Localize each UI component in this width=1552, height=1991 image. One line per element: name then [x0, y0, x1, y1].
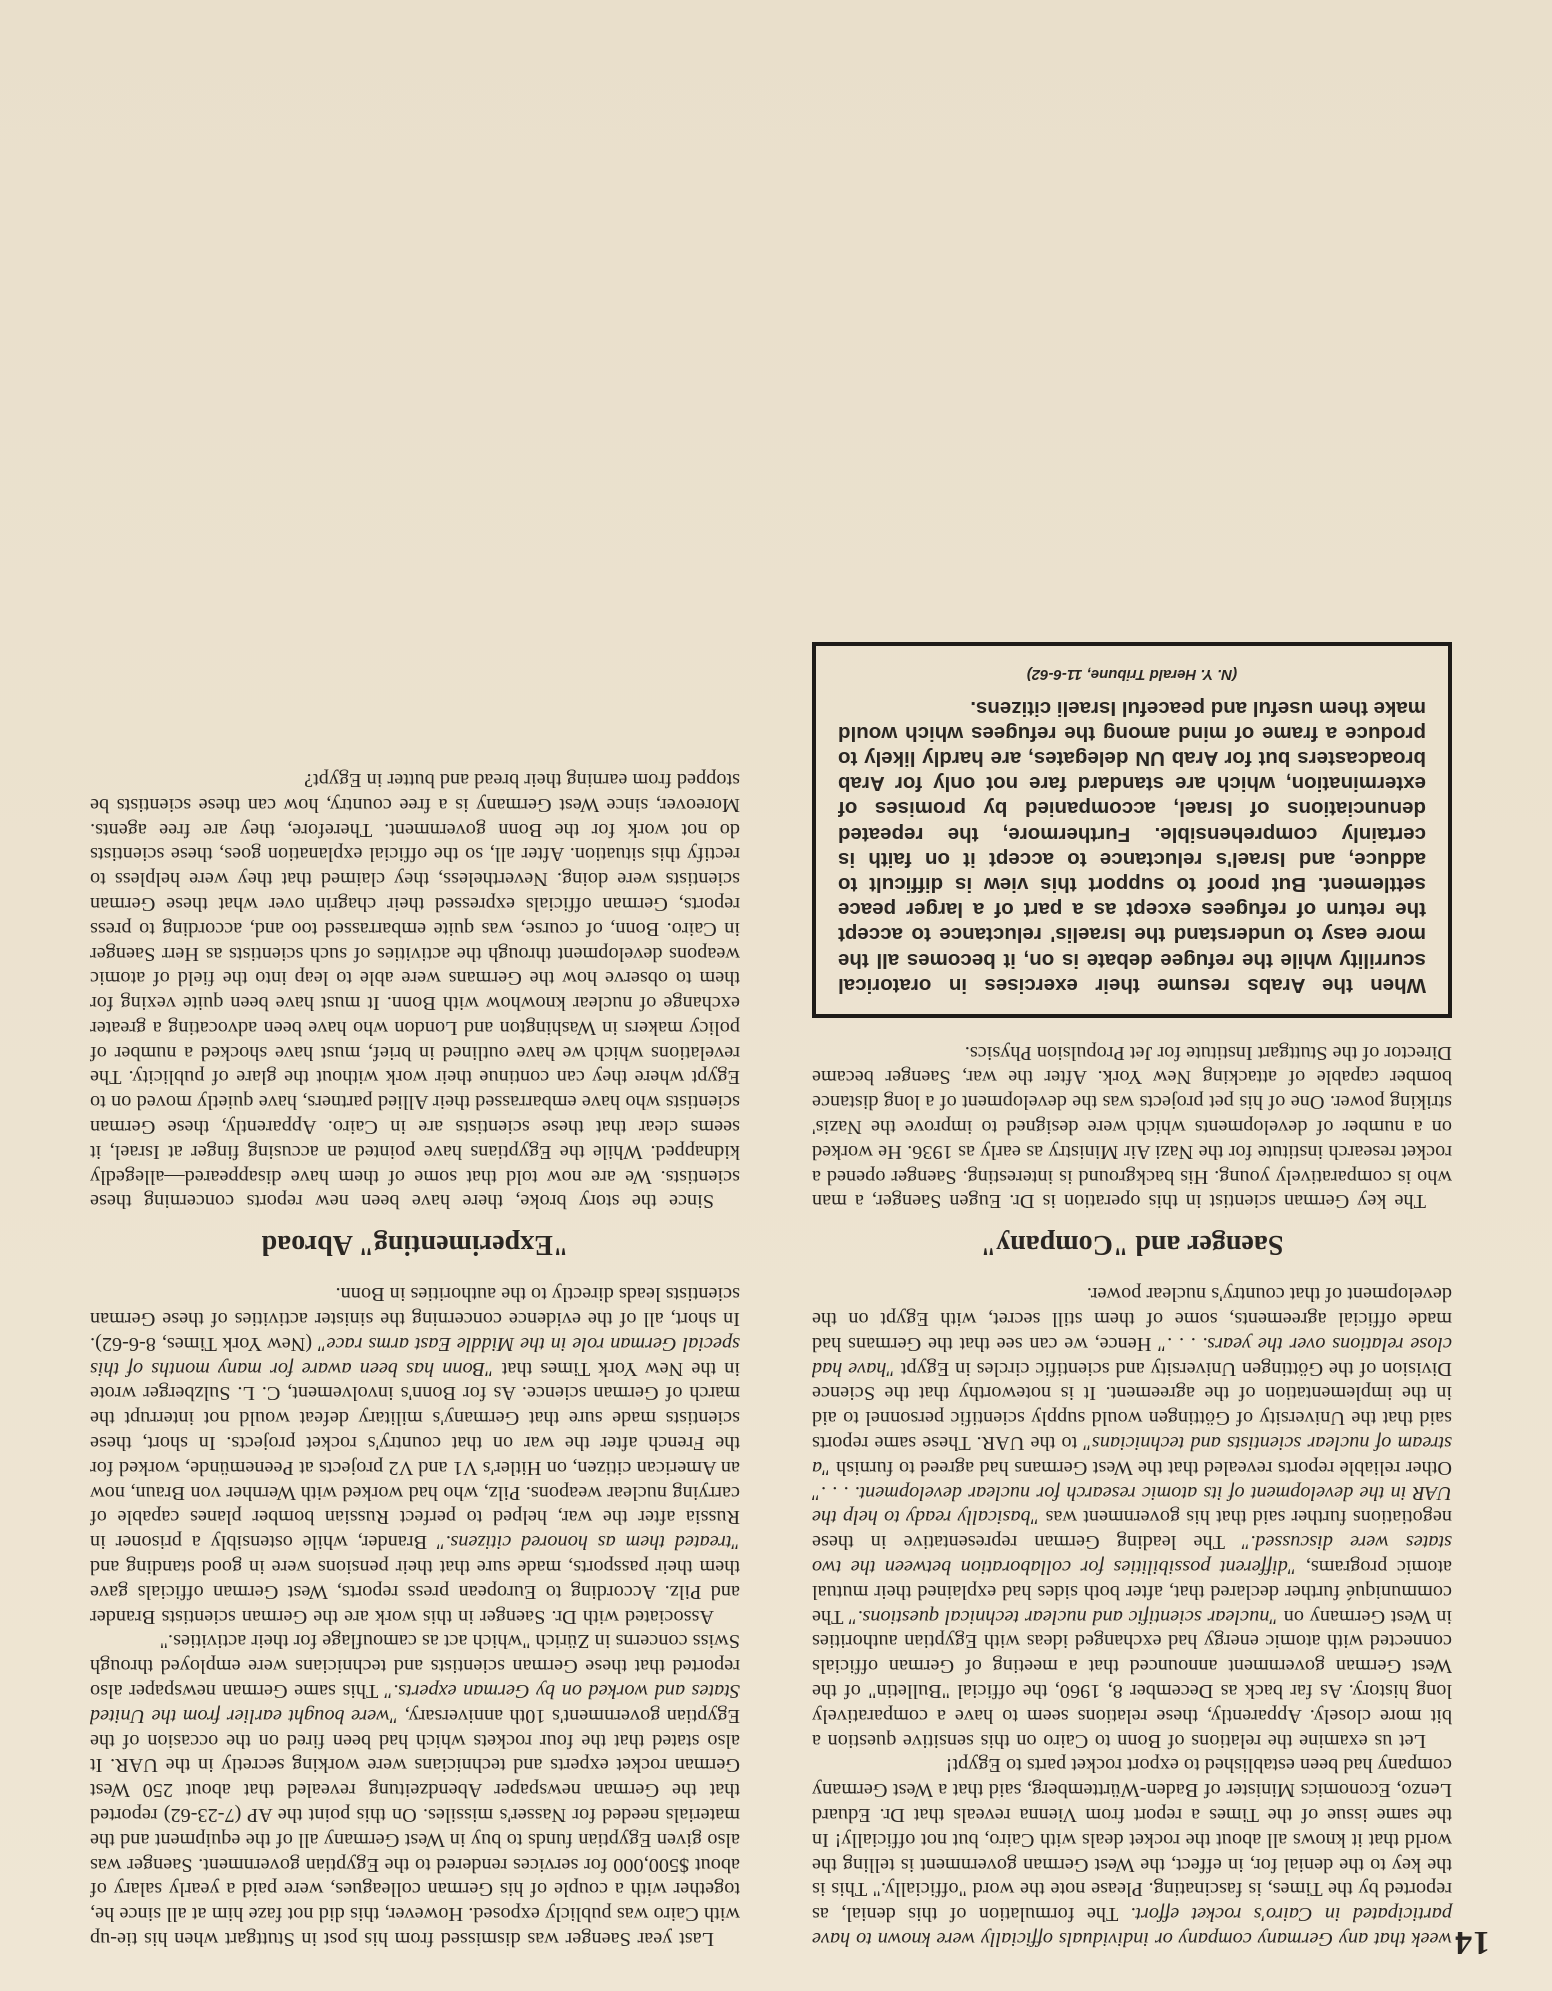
italic-text: "have had close relations over the years. . . ." [811, 1332, 1452, 1380]
text: Let us examine the relations of Bonn to Cairo on this sensitive question a bit more closely. Apparently, these relations seem to have a comparatively long history. As far back as December 8, 1960, the official "Bulletin" of the West German government announced that a meeting of German officials connected with atomic energy had exchanged ideas with Egyptian authorities in West Germany on [812, 1605, 1452, 1752]
paragraph: Since the story broke, there have been new reports concerning these scientists. We are now told that some of them have disappeared—allegedly kidnapped. While the Egyptians have pointed an accusing finger at Israel, it seems clear that these scientists are in Cairo. Apparently, these German scientists who have embarrassed their Allied partners, have quietly moved on to Egypt where they can continue their work without the glare of publicity. The revelations which we have outlined in brief, must have shocked a number of policy makers in Washington and London who have been advocating a greater exchange of nuclear knowhow with Bonn. It must have been quite vexing for them to observe how the Germans were able to leap into the field of atomic weapons development through the activities of such scientists as Herr Saenger in Cairo. Bonn, of course, was quite embarrassed too and, according to press reports, German officials expressed their chagrin over what these German scientists were doing. Nevertheless, they claimed that they were helpless to rectify this situation. After all, so the official explanation goes, these scientists do not work for the Bonn government. Therefore, they are free agents. Moreover, since West Germany is a free country, how can these scientists be stopped from earning their bread and butter in Egypt? [90, 768, 740, 1213]
quote-box [812, 642, 1452, 1018]
quote-source: (N. Y. Herald Tribune, 11-6-62) [1026, 666, 1238, 684]
text: to the UAR. These same reports said that the University of Göttingen would supply scientific personnel to aid in the implementation of the agreement. It is noteworthy that the Science Division of the Göttingen University and scientific circles in Egypt [811, 1357, 1452, 1455]
quote-text: When the Arabs resume their exercises in oratorical scurrility while the refugee debate is on, it becomes all the more easy to understand the Israelis' reluctance to accept the return of refugees except as a part of a larger peace settlement. But proof to support this view is difficult to adduce, and Israel's reluctance to accept it on faith is certainly comprehensible. Furthermore, the repeated denunciations of Israel, accompanied by promises of extermination, which are standard fare not only for Arab broadcasters but for Arab UN delegates, are hardly likely to produce a frame of mind among the refugees which would make them useful and peaceful Israeli citizens. [838, 696, 1426, 997]
text: The leading German representative in these negotiations further said that his government was [812, 1506, 1452, 1554]
paragraph [90, 1629, 740, 1951]
italic-text: "basically ready to help the UAR in the development of its atomic research for nuclear development. . . ." [812, 1481, 1452, 1529]
section-heading-abroad: "Experimenting" Abroad [261, 1229, 569, 1261]
left-column [812, 642, 1452, 1951]
right-column [90, 767, 740, 1951]
italic-text: week that any Germany company or individuals officially were known to have participated in Cairo's rocket effort. [812, 1903, 1452, 1950]
text: Last year Saenger was dismissed from his post in Stuttgart when his tie-up with Cairo was publicly exposed. However, this did not faze him at all since he, together with a couple of his German colleagues, were paid a yearly salary of about $500,000 for services rendered to the Egyptian government. Saenger was also given Egyptian funds to buy in West Germany all of the equipment and the materials needed for Nasser's missiles. On this point the AP (7-23-62) reported that the German newspaper Abendzeitung revealed that about 250 West German rocket experts and technicians were working secretly in the UAR. It also stated that the four rockets which had been fired on the occasion of the Egyptian government's 10th anniversary, [90, 1704, 740, 1950]
paragraph [812, 1281, 1452, 1752]
italic-text: "a stream of nuclear scientists and technicians" [812, 1432, 1452, 1479]
section-heading-saenger: Saenger and "Company" [980, 1229, 1284, 1261]
paragraph [812, 1753, 1452, 1951]
paragraph [90, 1281, 740, 1628]
text: The communiqué further declared that, after both sides had explained their mutual atomic programs, [812, 1556, 1452, 1628]
italic-text: "were bought earlier from the United States and worked on by German experts." [90, 1680, 740, 1727]
text: Associated with Dr. Saenger in this work are the German scientists Brander and Pilz. According to European press reports, West German officials gave them their passports, made sure that their pensions were in good standing and [90, 1556, 740, 1628]
text: Hence, we can see that the Germans had made official agreements, some of them still secret, with Egypt on the development of that country's nuclear power. [812, 1283, 1452, 1355]
italic-text: "nuclear scientific and nuclear technical questions." [848, 1605, 1278, 1628]
italic-text: "Bonn has been aware for many months of this special German role in the Middle East arms race" [90, 1332, 740, 1380]
text: Brander, while ostensibly a prisoner in Russia after the war, helped to perfect Russian bomber planes capable of carrying nuclear weapons. Pilz, who had worked with Wernher von Braun, now an American citizen, on Hitler's V1 and V2 projects at Peenemünde, worked for the French after the war on that country's rocket projects. In short, these scientists made sure that Germany's military defeat would not interrupt the march of German science. As for Bonn's involvement, C. L. Sulzberger wrote in the New York Times that [90, 1357, 740, 1554]
text: This same German newspaper also reported that these German scientists and technicians were employed through Swiss concerns in Zürich "which act as camouflage for their activities." [90, 1630, 740, 1703]
paragraph: The key German scientist in this operation is Dr. Eugen Saenger, a man who is comparatively young. His background is interesting. Saenger opened a rocket research institute for the Nazi Air Ministry as early as 1936. He worked on a number of developments which were designed to improve the Nazis' striking power. One of his pet projects was the development of a long distance bomber capable of attacking New York. After the war, Saenger became Director of the Stuttgart Institute for Jet Propulsion Physics. [812, 1041, 1452, 1213]
italic-text: "treated them as honored citizens." [436, 1531, 740, 1554]
text: The formulation of this denial, as reported by the Times, is fascinating. Please note the word "officially." This is the key to the denial for, in effect, the West German government is telling the world that it knows all about the rocket deals with Cairo, but not officially! In the same issue of the Times a report from Vienna reveals that Dr. Eduard Lenzo, Economics Minister of Baden-Württemberg, said that a West Germany company had been established to export rocket parts to Egypt! [812, 1754, 1452, 1926]
page-number: 14 [1454, 1924, 1490, 1961]
text: (New York Times, 8-6-62). In short, all of the evidence concerning the sinister activities of these German scientists leads directly to the authorities in Bonn. [90, 1283, 740, 1355]
italic-text: "different possibilities for collaboration between the two states were discussed." [812, 1531, 1452, 1579]
text: Other reliable reports revealed that the West Germans had agreed to furnish [830, 1456, 1452, 1479]
